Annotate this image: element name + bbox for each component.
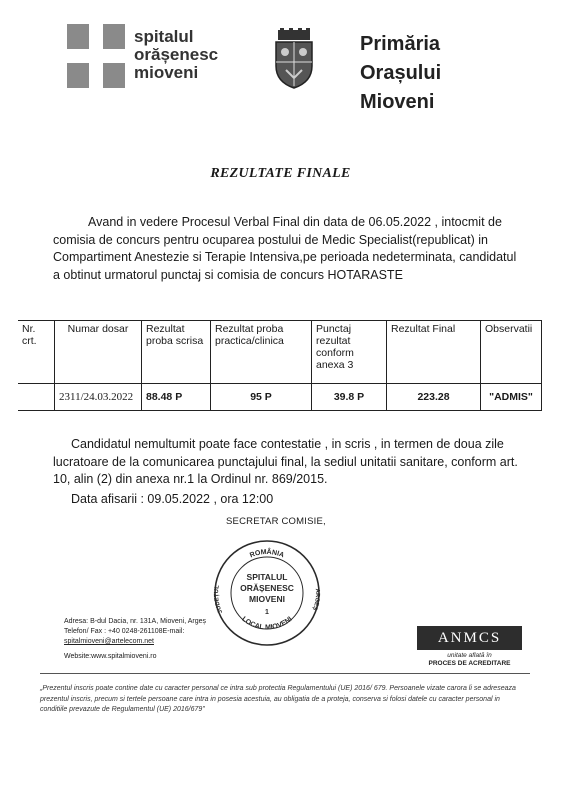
posting-date: Data afisarii : 09.05.2022 , ora 12:00 [71,492,274,506]
cell-nr-crt [18,384,55,411]
cell-proba-practica: 95 P [211,384,312,411]
intro-paragraph: Avand in vedere Procesul Verbal Final din data de 06.05.2022 , intocmit de comisia de concurs pentru ocuparea postului de Medic Specialist(republicat) in Compartiment Anestezie si Terapie Intensiva,pe perioada nedeterminata, candidatul a obtinut urmatorul punctaj si comisia de concurs HOTARASTE [53,215,517,282]
anmcs-caption-line: unitate aflată în [447,652,492,659]
official-stamp [208,534,326,652]
anmcs-logo: ANMCS [417,626,522,650]
header-nr-crt: Nr. crt. [18,321,55,384]
footer-divider [40,673,530,674]
website-link[interactable]: Website:www.spitalmioveni.ro [64,653,157,660]
stamp-left-text: JUDEȚUL [213,584,225,615]
secretary-label: SECRETAR COMISIE, [226,516,326,527]
header-numar-dosar: Numar dosar [55,321,142,384]
stamp-right-text: ARGEȘ [311,588,321,611]
svg-text:LOCAL MIOVENI [240,616,293,632]
cell-punctaj-anexa: 39.8 P [312,384,387,411]
hospital-name-line: orășenesc [134,45,219,64]
anmcs-caption [417,652,522,668]
stamp-top-text: ROMÂNIA [248,548,286,560]
city-name-line: Primăria [360,33,441,55]
address-block [64,617,206,647]
hospital-cross-logo [67,24,125,88]
city-name-line: Mioveni [360,91,435,113]
table-header-row [18,321,542,384]
cell-proba-scrisa: 88.48 P [142,384,211,411]
header-proba-scrisa: Rezultat proba scrisa [142,321,211,384]
svg-text:ARGEȘ [311,588,320,611]
contest-paragraph: Candidatul nemultumit poate face contestatie , in scris , in termen de doua zile lucratoare de la comunicarea punctajului final, la sediul unitatii sanitare, conform art. 10, alin (2) din anexa nr.1 la Ordinul nr. 869/2015. [53,437,518,486]
document-title: REZULTATE FINALE [210,166,351,181]
header-proba-practica: Rezultat proba practica/clinica [211,321,312,384]
stamp-center-line: SPITALUL [246,572,288,582]
hospital-name-line: spitalul [134,27,194,46]
hospital-name [134,28,218,82]
cell-numar-dosar: 2311/24.03.2022 [55,384,142,411]
cell-rezultat-final: 223.28 [387,384,481,411]
cell-observatii: "ADMIS" [481,384,542,411]
hospital-name-line: mioveni [134,63,199,82]
header-rezultat-final: Rezultat Final [387,321,481,384]
email-link[interactable]: spitalmioveni@artelecom.net [64,638,154,645]
stamp-center-line: MIOVENI [249,594,285,604]
results-table [18,320,542,411]
header-observatii: Observatii [481,321,542,384]
header-punctaj-anexa: Punctaj rezultat conform anexa 3 [312,321,387,384]
gdpr-footnote: „Prezentul inscris poate contine date cu caracter personal ce intra sub protectia Regulamentului (UE) 2016/ 679. Persoanele vizate carora li se adreseaza prezentul inscris, precum si tertele persoane care intra in posesia acestuia, au obligatia de a proteja, conserva si folosi datele cu caracter personal in conditiile prevazute de Regulamentul (UE) 2016/679" [40,685,516,713]
stamp-bottom-text: LOCAL MIOVENI [240,615,294,632]
address-line: Telefon/ Fax : +40 0248-261108E-mail: [64,628,185,635]
city-hall-name [360,30,441,117]
table-row [18,384,542,411]
stamp-center-line: ORĂȘENESC [240,583,294,593]
city-crest-icon [272,28,316,90]
anmcs-caption-line: PROCES DE ACREDITARE [428,660,511,667]
city-name-line: Orașului [360,62,442,84]
address-line: Adresa: B-dul Dacia, nr. 131A, Mioveni, Argeș [64,618,207,625]
stamp-number: 1 [265,609,269,616]
